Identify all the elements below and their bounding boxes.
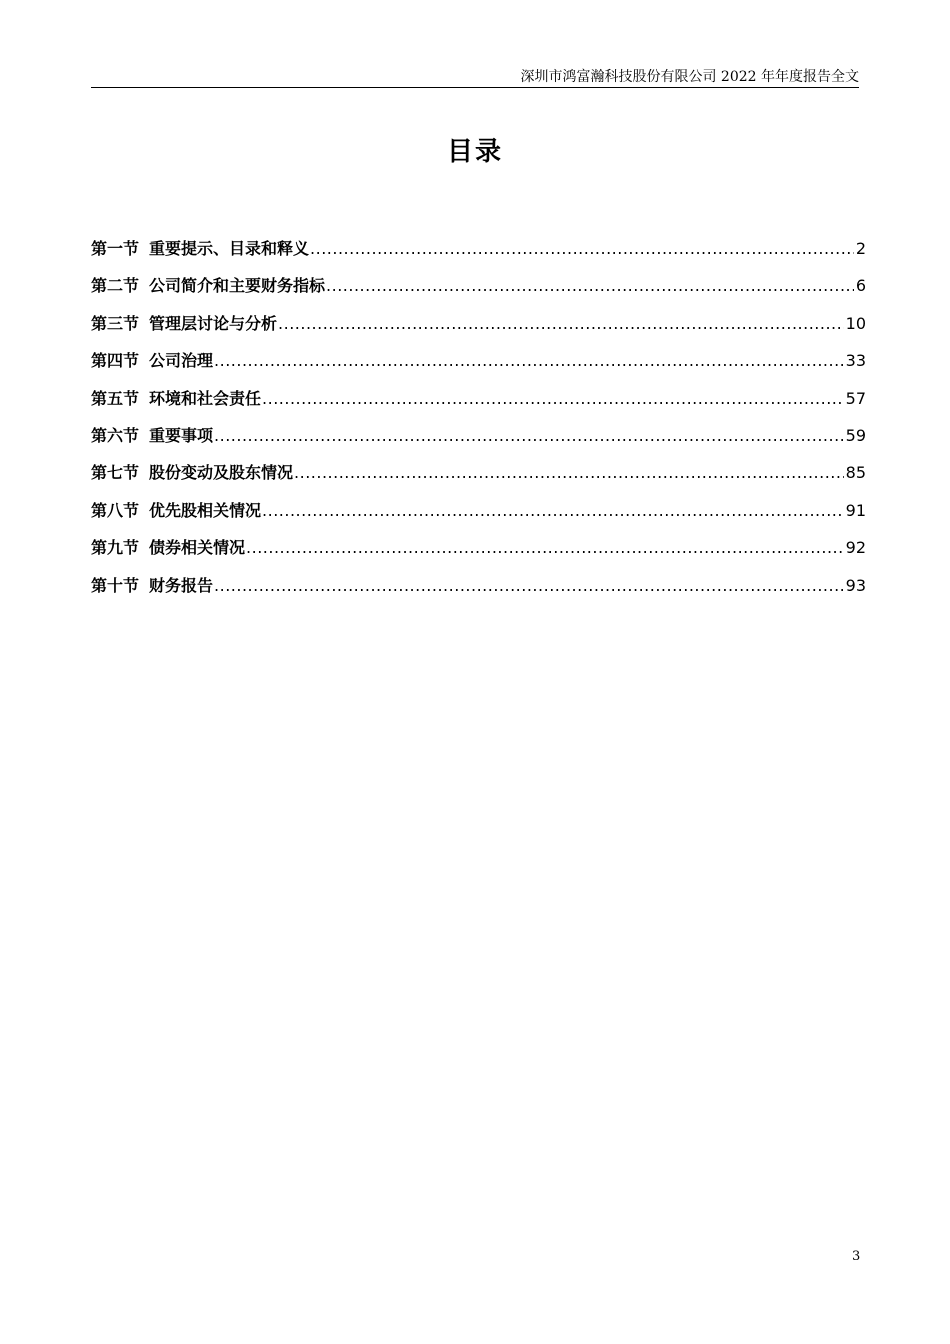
running-header: 深圳市鸿富瀚科技股份有限公司 2022 年年度报告全文 xyxy=(520,69,859,85)
toc-section-label: 第五节 xyxy=(91,388,140,408)
toc-page-number: 85 xyxy=(845,463,866,483)
toc-section-label: 第九节 xyxy=(91,538,140,558)
header-divider xyxy=(91,87,859,88)
toc-page-number: 33 xyxy=(845,351,866,371)
toc-section-name: 优先股相关情况 xyxy=(149,500,262,520)
toc-dot-leader xyxy=(214,351,844,370)
toc-page-number: 10 xyxy=(845,313,866,333)
toc-entry-3[interactable] xyxy=(91,311,866,348)
toc-dot-leader xyxy=(278,314,844,333)
toc-page-number: 92 xyxy=(845,538,866,558)
toc-section-label: 第八节 xyxy=(91,500,140,520)
toc-section-name: 财务报告 xyxy=(149,575,214,595)
toc-dot-leader xyxy=(326,276,854,295)
toc-entry-9[interactable] xyxy=(91,535,866,572)
toc-page-number: 93 xyxy=(845,575,866,595)
toc-section-name: 股份变动及股东情况 xyxy=(149,463,294,483)
toc-dot-leader xyxy=(246,538,844,557)
toc-dot-leader xyxy=(262,501,844,520)
page-number: 3 xyxy=(852,1249,861,1264)
toc-page-number: 2 xyxy=(855,239,866,258)
toc-entry-6[interactable] xyxy=(91,423,866,460)
table-of-contents xyxy=(91,236,866,610)
toc-entry-5[interactable] xyxy=(91,386,866,423)
toc-entry-1[interactable] xyxy=(91,236,866,273)
toc-dot-leader xyxy=(214,426,844,445)
toc-section-name: 公司治理 xyxy=(149,351,214,371)
toc-page-number: 91 xyxy=(845,500,866,520)
toc-section-label: 第十节 xyxy=(91,575,140,595)
toc-section-name: 重要事项 xyxy=(149,425,214,445)
toc-section-name: 公司简介和主要财务指标 xyxy=(149,276,326,296)
toc-entry-10[interactable] xyxy=(91,573,866,610)
toc-section-name: 管理层讨论与分析 xyxy=(149,313,278,333)
toc-dot-leader xyxy=(310,239,854,258)
toc-entry-7[interactable] xyxy=(91,460,866,497)
toc-section-label: 第二节 xyxy=(91,276,140,296)
toc-section-label: 第七节 xyxy=(91,463,140,483)
toc-section-label: 第四节 xyxy=(91,351,140,371)
toc-section-label: 第三节 xyxy=(91,313,140,333)
toc-page-number: 6 xyxy=(855,276,866,296)
page-title: 目录 xyxy=(446,137,503,167)
toc-entry-2[interactable] xyxy=(91,273,866,310)
toc-section-name: 债券相关情况 xyxy=(149,538,246,558)
toc-page-number: 57 xyxy=(845,388,866,408)
toc-section-label: 第一节 xyxy=(91,239,140,258)
toc-entry-4[interactable] xyxy=(91,348,866,385)
toc-entry-8[interactable] xyxy=(91,498,866,535)
toc-dot-leader xyxy=(294,463,844,482)
toc-dot-leader xyxy=(214,576,844,595)
toc-section-name: 重要提示、目录和释义 xyxy=(149,239,310,258)
toc-dot-leader xyxy=(262,389,844,408)
toc-section-name: 环境和社会责任 xyxy=(149,388,262,408)
toc-page-number: 59 xyxy=(845,425,866,445)
toc-section-label: 第六节 xyxy=(91,425,140,445)
